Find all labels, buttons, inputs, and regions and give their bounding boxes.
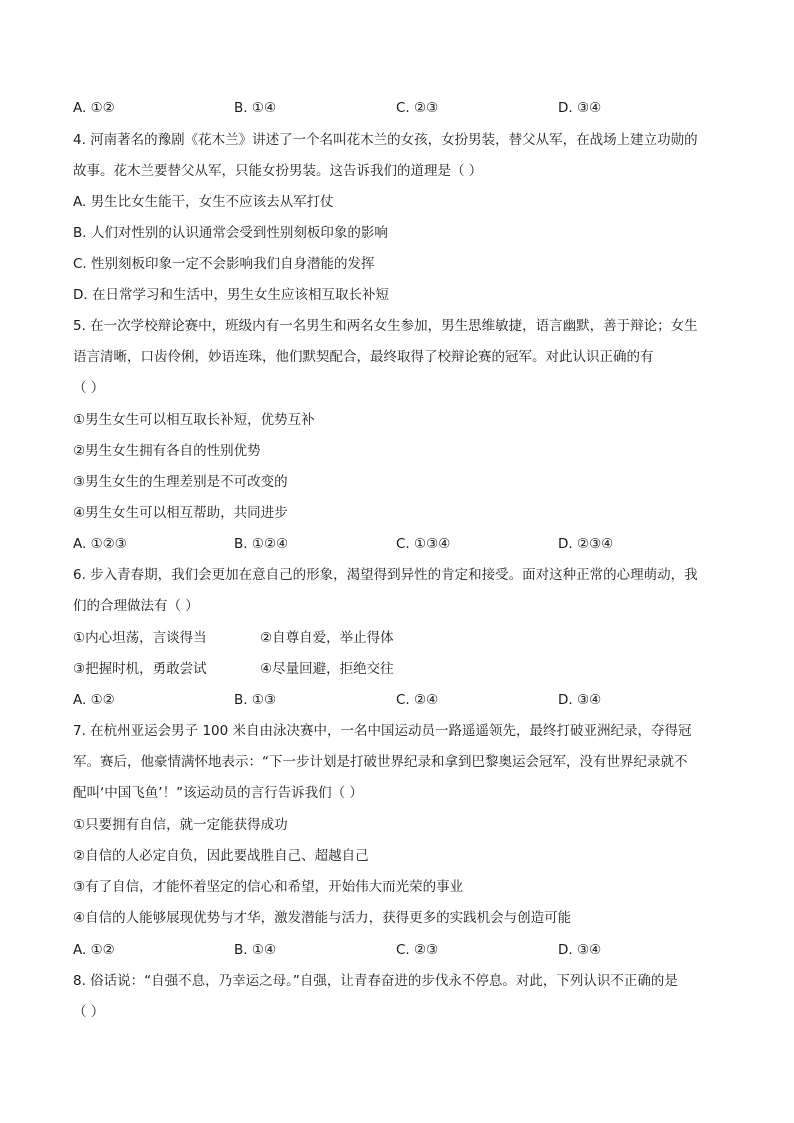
q7-statement-1: ①只要拥有自信，就一定能获得成功	[73, 817, 288, 833]
q7-statement-4: ④自信的人能够展现优势与才华，激发潜能与活力，获得更多的实践机会与创造可能	[73, 910, 572, 926]
q6-statements-row1	[73, 628, 733, 648]
q6-statement-4: ④尽量回避，拒绝交往	[260, 661, 394, 677]
q5-statement-3: ③男生女生的生理差别是不可改变的	[73, 474, 288, 490]
q7-option-a: A. ①②	[73, 942, 115, 958]
q5-options	[73, 534, 733, 554]
q3-option-c: C. ②③	[396, 100, 439, 116]
q7-option-c: C. ②③	[396, 942, 439, 958]
q4-option-b: B. 人们对性别的认识通常会受到性别刻板印象的影响	[73, 225, 388, 241]
q6-statement-2: ②自尊自爱，举止得体	[260, 630, 394, 646]
q5-stem-line2: 语言清晰，口齿伶俐，妙语连珠，他们默契配合，最终取得了校辩论赛的冠军。对此认识正确的有	[73, 349, 654, 365]
q4-option-d: D. 在日常学习和生活中，男生女生应该相互取长补短	[73, 287, 389, 303]
q5-option-c: C. ①③④	[396, 536, 451, 552]
q4-stem-line1: 4. 河南著名的豫剧《花木兰》讲述了一个名叫花木兰的女孩，女扮男装，替父从军，在战场上建立功勋的	[73, 132, 698, 148]
q5-statement-2: ②男生女生拥有各自的性别优势	[73, 443, 261, 459]
q5-stem-line3: （ ）	[73, 380, 105, 396]
q5-option-b: B. ①②④	[234, 536, 289, 552]
q5-option-a: A. ①②③	[73, 536, 127, 552]
q3-option-b: B. ①④	[234, 100, 277, 116]
q7-option-d: D. ③④	[558, 942, 602, 958]
q6-stem-line2: 们的合理做法有（ ）	[73, 598, 199, 614]
q3-option-a: A. ①②	[73, 100, 115, 116]
q4-option-a: A. 男生比女生能干，女生不应该去从军打仗	[73, 194, 334, 210]
q6-option-c: C. ②④	[396, 692, 439, 708]
q7-statement-3: ③有了自信，才能怀着坚定的信心和希望，开始伟大而光荣的事业	[73, 879, 464, 895]
q7-stem-line1: 7. 在杭州亚运会男子 100 米自由泳决赛中，一名中国运动员一路遥遥领先，最终打破亚洲纪录，夺得冠	[73, 723, 692, 739]
q5-stem-line1: 5. 在一次学校辩论赛中，班级内有一名男生和两名女生参加，男生思维敏捷，语言幽默，善于辩论；女生	[73, 318, 698, 334]
q8-stem-line2: （ ）	[73, 1004, 105, 1020]
q3-options	[73, 98, 733, 118]
q6-stem-line1: 6. 步入青春期，我们会更加在意自己的形象，渴望得到异性的肯定和接受。面对这种正常的心理萌动，我	[73, 567, 698, 583]
q6-option-b: B. ①③	[234, 692, 277, 708]
q4-stem-line2: 故事。花木兰要替父从军，只能女扮男装。这告诉我们的道理是（ ）	[73, 163, 483, 179]
q5-option-d: D. ②③④	[558, 536, 614, 552]
q7-stem-line3: 配叫‘中国飞鱼’！”该运动员的言行告诉我们（ ）	[73, 785, 363, 801]
q7-stem-line2: 军。赛后，他豪情满怀地表示：“下一步计划是打破世界纪录和拿到巴黎奥运会冠军，没有世界纪录就不	[73, 754, 688, 770]
q6-statement-1: ①内心坦荡，言谈得当	[73, 630, 207, 646]
q7-options	[73, 940, 733, 960]
q5-statement-4: ④男生女生可以相互帮助，共同进步	[73, 505, 288, 521]
q3-option-d: D. ③④	[558, 100, 602, 116]
q4-option-c: C. 性别刻板印象一定不会影响我们自身潜能的发挥	[73, 256, 375, 272]
q7-statement-2: ②自信的人必定自负，因此要战胜自己、超越自己	[73, 848, 369, 864]
q6-option-a: A. ①②	[73, 692, 115, 708]
q6-statements-row2	[73, 659, 733, 679]
q6-options	[73, 690, 733, 710]
q6-option-d: D. ③④	[558, 692, 602, 708]
q6-statement-3: ③把握时机，勇敢尝试	[73, 661, 207, 677]
q5-statement-1: ①男生女生可以相互取长补短，优势互补	[73, 412, 315, 428]
q7-option-b: B. ①④	[234, 942, 277, 958]
q8-stem-line1: 8. 俗话说：“自强不息，乃幸运之母。”自强，让青春奋进的步伐永不停息。对此，下列认识不正确的是	[73, 973, 678, 989]
